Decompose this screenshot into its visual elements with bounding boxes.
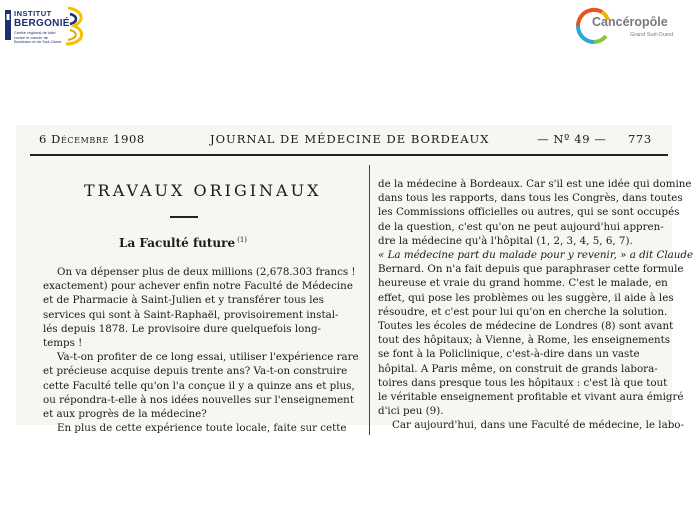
journal-title: JOURNAL DE MÉDECINE DE BORDEAUX <box>210 132 490 146</box>
text-line: temps ! <box>43 337 83 350</box>
text-line: le véritable enseignement profitable et vivant aura émigré <box>378 391 684 404</box>
text-line: « La médecine part du malade pour y revenir, » a dit Claude <box>378 249 693 262</box>
section-separator <box>170 216 198 218</box>
text-line: de la question, c'est qu'on ne peut aujourd'hui appren- <box>378 220 664 233</box>
text-line: Car aujourd'hui, dans une Faculté de médecine, le labo- <box>392 419 684 432</box>
text-line: et précieuse acquise depuis trente ans? Va-t-on construire <box>43 365 348 378</box>
article-title <box>119 236 247 250</box>
text-line: En plus de cette expérience toute locale, faite sur cette <box>57 422 347 435</box>
text-line: les Commissions officielles ou autres, qui se sont occupés <box>378 206 680 219</box>
text-line: dans tous les rapports, dans tous les Congrès, dans toutes <box>378 192 683 205</box>
bergonie-name-line1: INSTITUT <box>14 9 52 18</box>
right-text-column <box>378 177 693 433</box>
left-text-column <box>43 265 369 435</box>
journal-page-scan <box>16 125 693 435</box>
text-line: services qui sont à Saint-Raphaël, provisoirement instal- <box>43 308 339 321</box>
issue-number: — Nº 49 — <box>537 132 607 146</box>
text-line: de la médecine à Bordeaux. Car s'il est une idée qui domine <box>378 178 692 190</box>
bergonie-logo <box>4 4 88 48</box>
text-line: dre la médecine qu'à l'hôpital (1, 2, 3, 4, 5, 6, 7). <box>378 234 633 247</box>
text-line: ou répondra-t-elle à nos idées nouvelles sur l'enseignement <box>43 393 354 406</box>
text-line: exactement) pour achever enfin notre Faculté de Médecine <box>43 280 353 293</box>
text-line: On va dépenser plus de deux millions (2,678.303 francs ! <box>57 266 356 278</box>
bergonie-name-line2: BERGONIÉ <box>14 18 70 29</box>
canceropole-logo <box>572 6 684 46</box>
text-line: d'ici peu (9). <box>378 405 444 418</box>
column-divider <box>369 165 370 435</box>
text-line: Toutes les écoles de médecine de Londres (8) sont avant <box>378 320 674 333</box>
text-line: Bernard. On n'a fait depuis que paraphraser cette formule <box>378 263 684 276</box>
bergonie-swirl-icon <box>62 4 88 48</box>
text-line: Va-t-on profiter de ce long essai, utiliser l'expérience rare <box>57 351 359 364</box>
bergonie-logo-icon <box>4 10 13 40</box>
text-line: heureuse et vraie du grand homme. C'est le malade, en <box>378 277 668 290</box>
text-line: résoudre, et c'est pour lui qu'on en cherche la solution. <box>378 305 668 318</box>
text-line: se font à la Policlinique, c'est-à-dire dans un vaste <box>378 348 640 361</box>
footnote-marker: (1) <box>237 236 248 244</box>
text-line: effet, qui pose les problèmes ou les suggère, il aide à les <box>378 291 674 304</box>
bergonie-tagline: Centre régional de lutte contre le cancer de Bordeaux et du Sud-Ouest <box>14 30 62 45</box>
text-line: lés depuis 1878. Le provisoire dure quelquefois long- <box>43 322 322 335</box>
header-rule <box>30 154 668 156</box>
text-line: toires dans presque tous les hôpitaux : c'est là que tout <box>378 376 668 389</box>
journal-date: 6 Décembre 1908 <box>39 132 145 146</box>
text-line: et de Pharmacie à Saint-Julien et y transférer tous les <box>43 294 324 307</box>
text-line: et aux progrès de la médecine? <box>43 408 207 421</box>
text-line: hôpital. A Paris même, on construit de grands labora- <box>378 362 658 375</box>
article-title-text: La Faculté future <box>119 236 236 250</box>
text-line: tout des hôpitaux; à Vienne, à Rome, les enseignements <box>378 334 671 347</box>
section-title: TRAVAUX ORIGINAUX <box>84 181 322 200</box>
canceropole-name: Cancéropôle <box>592 15 668 29</box>
page-number: 773 <box>628 132 652 146</box>
text-line: cette Faculté telle qu'on l'a conçue il y a quinze ans et plus, <box>43 379 355 392</box>
canceropole-subtitle: Grand Sud-Ouest <box>630 32 674 38</box>
